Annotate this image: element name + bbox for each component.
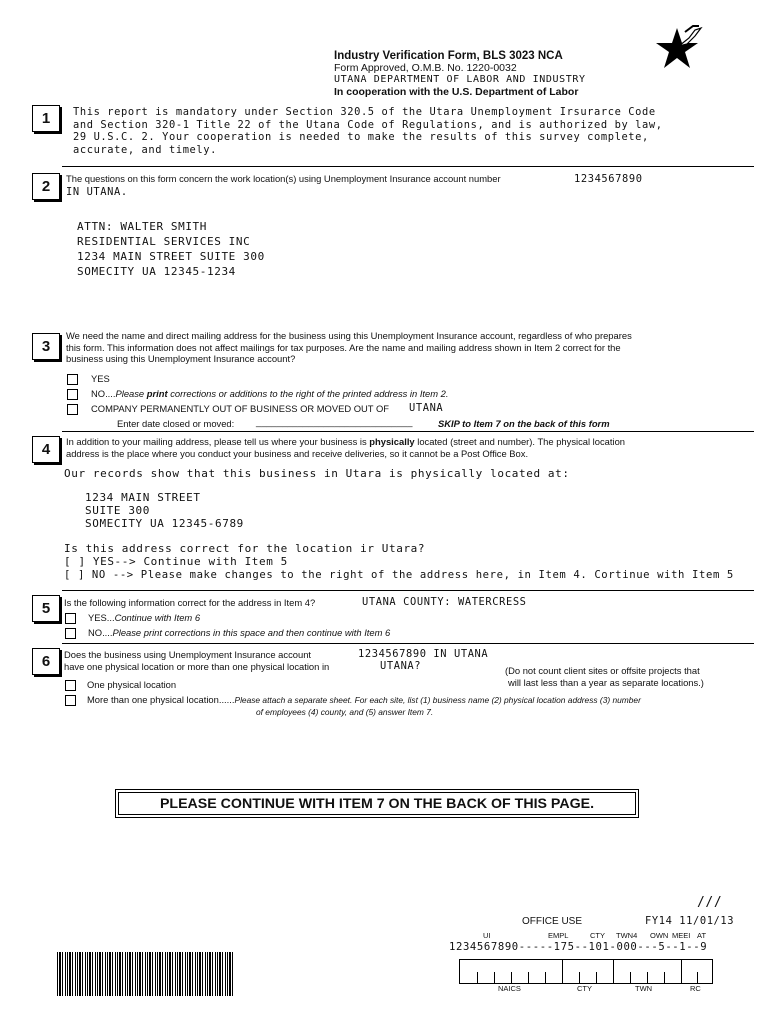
item-4-no-option[interactable]: [ ] NO --> Please make changes to the right of the address here, in Item 4. Cortinue with Item 5	[64, 569, 734, 581]
item-3-no-checkbox[interactable]	[67, 389, 78, 400]
mailing-address: ATTN: WALTER SMITH RESIDENTIAL SERVICES INC 1234 MAIN STREET SUITE 300 SOMECITY UA 12345-1234	[77, 220, 265, 278]
item-2-account: 1234567890	[574, 173, 643, 185]
cooperation-note: In cooperation with the U.S. Department of Labor	[334, 86, 579, 98]
item-3-yes-checkbox[interactable]	[67, 374, 78, 385]
item-3-out-of-business-label: COMPANY PERMANENTLY OUT OF BUSINESS OR MOVED OUT OF	[91, 403, 389, 414]
item-4-records: Our records show that this business in Utara is physically located at:	[64, 467, 570, 480]
continue-banner: PLEASE CONTINUE WITH ITEM 7 ON THE BACK OF THIS PAGE.	[115, 789, 639, 818]
item-4-number: 4	[32, 436, 60, 463]
divider	[62, 166, 754, 167]
office-coding-box[interactable]	[459, 959, 713, 984]
item-5-no-label: NO....Please print corrections in this space and then continue with Item 6	[88, 627, 391, 638]
item-6-number: 6	[32, 648, 60, 675]
item-6-one-location-label: One physical location	[87, 679, 177, 690]
divider	[62, 431, 754, 432]
office-col-ui: UI	[483, 931, 491, 940]
office-col-empl: EMPL	[548, 931, 569, 940]
star-logo-icon	[655, 24, 705, 76]
item-4-yes-option[interactable]: [ ] YES--> Continue with Item 5	[64, 555, 288, 568]
office-slashes: ///	[697, 895, 723, 910]
item-6-question-b: have one physical location or more than one physical location in	[64, 661, 330, 672]
item-3-no-label: NO....Please print corrections or additions to the right of the printed address in Item 2.	[91, 388, 449, 399]
item-2-state: IN UTANA.	[66, 186, 128, 198]
item-2-number: 2	[32, 173, 60, 200]
office-box-twn: TWN	[635, 984, 653, 993]
item-3-date-label: Enter date closed or moved:	[117, 418, 235, 429]
item-5-question: Is the following information correct for the address in Item 4?	[64, 597, 316, 608]
office-fy-date: FY14 11/01/13	[645, 915, 735, 927]
item-6-more-locations-note: of employees (4) county, and (5) answer Item 7.	[256, 707, 434, 717]
item-6-question-a: Does the business using Unemployment Insurance account	[64, 649, 312, 660]
item-3-out-state: UTANA	[409, 402, 444, 414]
office-codes: 1234567890-----175--101-000---5--1--9	[449, 941, 708, 953]
item-6-more-locations-label: More than one physical location......Please attach a separate sheet. For each site, list (1) business name (2) physical location address (3) number	[87, 694, 641, 705]
physical-address: 1234 MAIN STREET SUITE 300 SOMECITY UA 12345-6789	[85, 491, 244, 530]
office-col-meei: MEEI	[672, 931, 691, 940]
office-box-naics: NAICS	[498, 984, 521, 993]
item-2-question: The questions on this form concern the work location(s) using Unemployment Insurance account number	[66, 173, 501, 184]
divider	[62, 643, 754, 644]
item-5-no-checkbox[interactable]	[65, 628, 76, 639]
office-col-own: OWN	[650, 931, 669, 940]
item-6-state: UTANA?	[380, 660, 422, 672]
department-name: UTANA DEPARTMENT OF LABOR AND INDUSTRY	[334, 74, 586, 85]
item-3-question: We need the name and direct mailing address for the business using this Unemployment Insurance account, regardless of who prepares this form. This information does not affect mailings for tax purposes. Are the name and mailing address shown in Item 2 correct for the business using this Unemployment Insurance account?	[66, 330, 632, 365]
item-6-note-2: will last less than a year as separate locations.)	[508, 677, 704, 688]
item-4-question: In addition to your mailing address, please tell us where your business is physically located (street and number). The physical location address is the place where you conduct your business and receive deliveries, so it cannot be a Post Office Box.	[66, 436, 625, 459]
item-3-skip-instruction: SKIP to Item 7 on the back of this form	[438, 418, 610, 429]
item-5-number: 5	[32, 595, 60, 622]
office-col-cty: CTY	[590, 931, 605, 940]
item-4-confirm-question: Is this address correct for the location ir Utara?	[64, 542, 426, 555]
item-3-out-of-business-checkbox[interactable]	[67, 404, 78, 415]
office-col-twn4: TWN4	[616, 931, 638, 940]
office-box-cty: CTY	[577, 984, 592, 993]
item-3-number: 3	[32, 333, 60, 360]
item-1-number: 1	[32, 105, 60, 132]
item-5-yes-label: YES...Continue with Item 6	[88, 612, 201, 623]
office-box-rc: RC	[690, 984, 701, 993]
form-approval: Form Approved, O.M.B. No. 1220-0032	[334, 62, 517, 74]
item-6-more-locations-checkbox[interactable]	[65, 695, 76, 706]
item-6-note-1: (Do not count client sites or offsite projects that	[505, 665, 700, 676]
form-title: Industry Verification Form, BLS 3023 NCA	[334, 50, 563, 62]
item-3-date-field[interactable]: ______________________________	[256, 416, 413, 427]
item-1-text: This report is mandatory under Section 320.5 of the Utara Unemployment Irsurarce Code and Section 320-1 Title 22 of the Utana Code of Regulations, and is authorized by law, 29 U.S.C. 2. Your cooperation is needed to make the results of this survey complete, accurate, and timely.	[73, 106, 663, 156]
office-col-at: AT	[697, 931, 707, 940]
divider	[62, 590, 754, 591]
item-6-one-location-checkbox[interactable]	[65, 680, 76, 691]
item-5-yes-checkbox[interactable]	[65, 613, 76, 624]
office-use-label: OFFICE USE	[522, 916, 583, 927]
item-5-county: UTANA COUNTY: WATERCRESS	[362, 596, 527, 608]
item-6-account: 1234567890 IN UTANA	[358, 648, 489, 660]
item-3-yes-label: YES	[91, 373, 110, 384]
barcode-icon	[57, 952, 235, 996]
